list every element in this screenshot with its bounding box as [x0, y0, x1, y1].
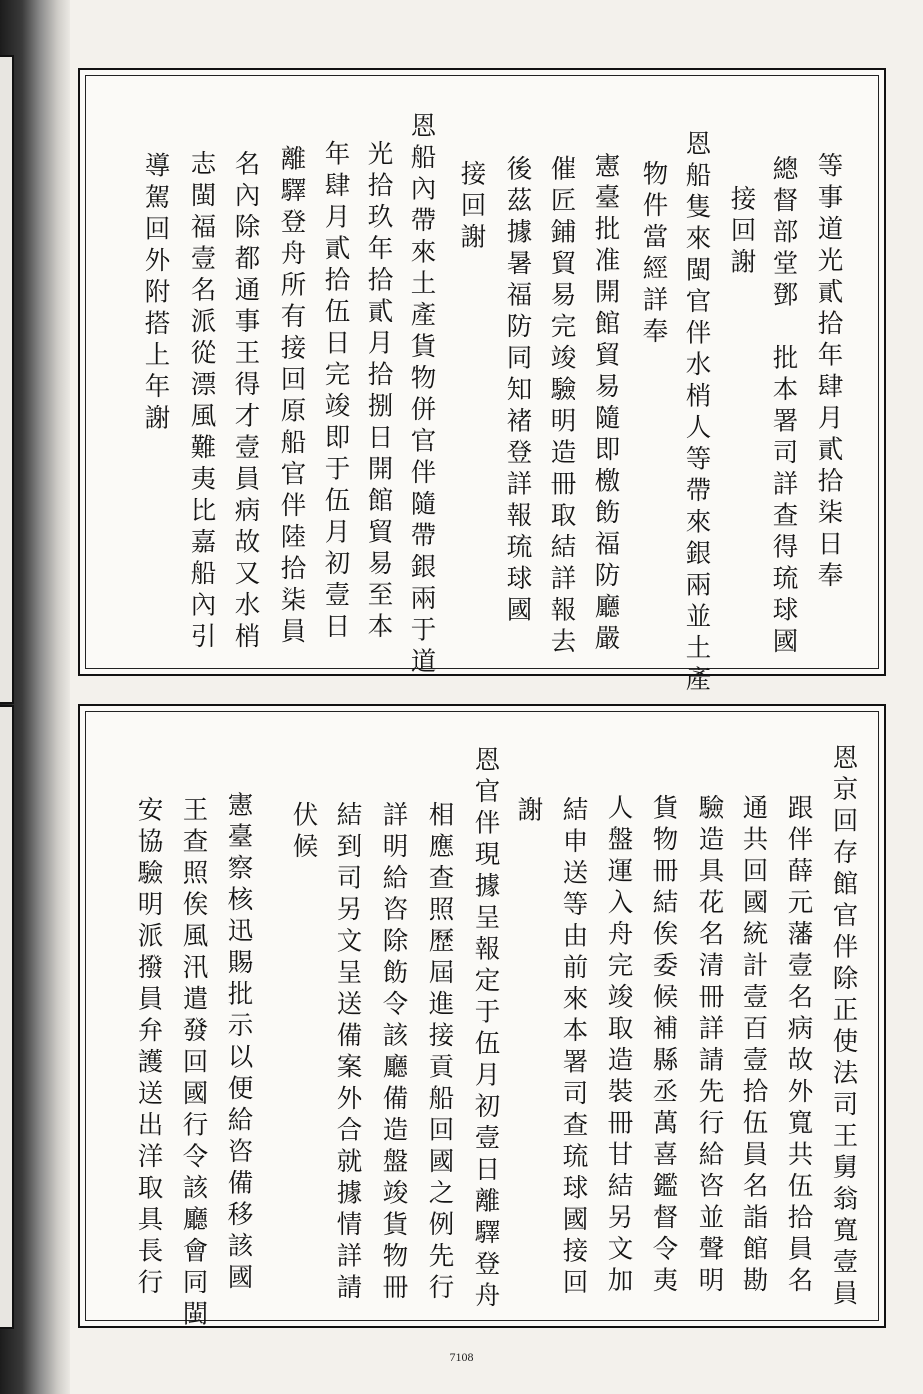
text-column: 相應查照歷屆進接貢船回國之例先行 [424, 801, 455, 1305]
text-column: 離驛登舟所有接回原船官伴陸拾柒員 [276, 145, 307, 649]
facing-page-border-top [0, 55, 14, 704]
text-column: 接回謝 [726, 185, 757, 280]
text-column: 光拾玖年拾貳月拾捌日開館貿易至本 [363, 140, 394, 644]
text-column: 人盤運入舟完竣取造裝冊甘結另文加 [603, 794, 634, 1298]
text-column: 志閩福壹名派從漂風難夷比嘉船內引 [186, 150, 217, 654]
text-column: 恩京回存館官伴除正使法司王舅翁寬壹員 [828, 744, 859, 1311]
text-column: 恩船隻來閩官伴水梢人等帶來銀兩並土產 [681, 130, 712, 697]
facing-page-border-bottom [0, 705, 14, 1329]
text-column: 詳明給咨除飭令該廳備造盤竣貨物冊 [378, 801, 409, 1305]
text-column: 接回謝 [456, 160, 487, 255]
text-column: 伏候 [288, 801, 319, 864]
text-column: 安協驗明派撥員弁護送出洋取具長行 [133, 796, 164, 1300]
text-column: 結申送等由前來本署司查琉球國接回 [558, 796, 589, 1300]
text-column: 恩官伴現據呈報定于伍月初壹日離驛登舟 [470, 746, 501, 1313]
text-column: 物件當經詳奉 [638, 160, 669, 349]
text-column: 跟伴薛元藩壹名病故外寬共伍拾員名 [783, 794, 814, 1298]
page-number: 7108 [449, 1350, 474, 1364]
text-column: 貨物冊結俟委候補縣丞萬喜鑑督令夷 [648, 794, 679, 1298]
text-column: 結到司另文呈送備案外合就據情詳請 [332, 801, 363, 1305]
text-column: 憲臺批准開館貿易隨即檄飭福防廳嚴 [590, 152, 621, 656]
text-column: 催匠鋪貿易完竣驗明造冊取結詳報去 [546, 155, 577, 659]
text-column: 通共回國統計壹百壹拾伍員名詣館勘 [738, 794, 769, 1298]
top-document-panel [78, 68, 886, 697]
text-column: 等事道光貳拾年肆月貳拾柒日奉 [813, 152, 844, 593]
bottom-document-panel [78, 704, 886, 1332]
text-column: 王查照俟風汛遣發回國行令該廳會同閩 [178, 796, 209, 1332]
text-column: 名內除都通事王得才壹員病故又水梢 [230, 150, 261, 654]
text-column: 年肆月貳拾伍日完竣即于伍月初壹日 [320, 140, 351, 644]
text-column: 後茲據暑福防同知褚登詳報琉球國 [502, 155, 533, 628]
text-column: 憲臺察核迅賜批示以便給咨備移該國 [223, 791, 254, 1295]
text-column: 驗造具花名清冊詳請先行給咨並聲明 [694, 794, 725, 1298]
text-column: 導駕回外附搭上年謝 [140, 152, 171, 436]
text-column: 恩船內帶來土產貨物併官伴隨帶銀兩于道 [406, 112, 437, 679]
text-column: 謝 [513, 796, 544, 828]
text-column: 總督部堂鄧 批本署司詳查得琉球國 [768, 155, 799, 659]
